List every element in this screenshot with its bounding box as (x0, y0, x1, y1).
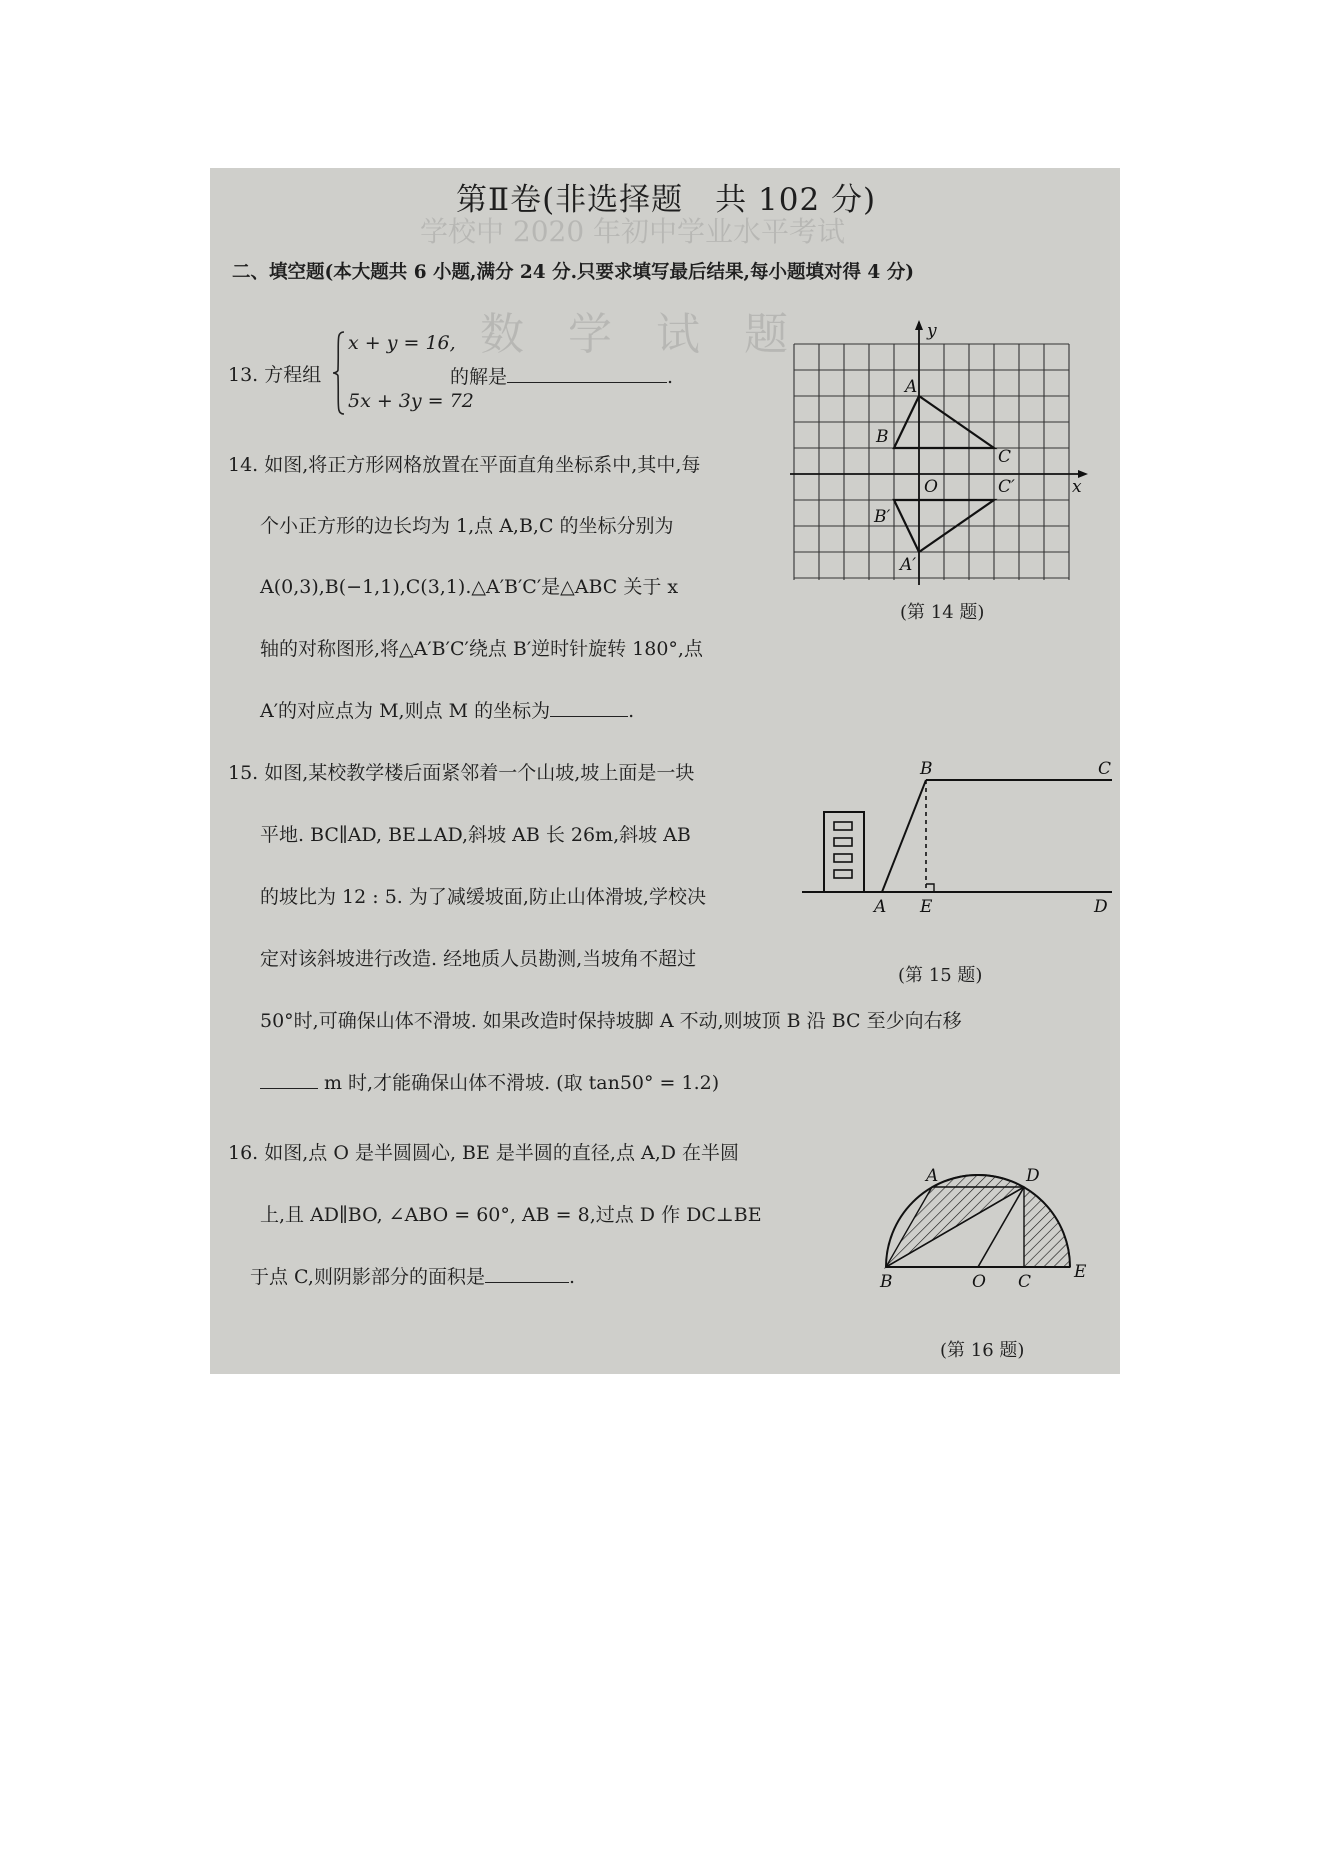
q16-caption: (第 16 题) (940, 1340, 1025, 1361)
label-y: y (927, 321, 937, 341)
q16-line-3-text: 于点 C,则阴影部分的面积是 (250, 1266, 485, 1288)
bleed-through-subject: 数 学 试 题 (480, 309, 788, 360)
q14-line-3: A(0,3),B(−1,1),C(3,1).△A′B′C′是△ABC 关于 x (260, 576, 679, 598)
label-x: x (1072, 477, 1082, 497)
q15-line-5: 50°时,可确保山体不滑坡. 如果改造时保持坡脚 A 不动,则坡顶 B 沿 BC 至少向右移 (260, 1010, 962, 1032)
q15-line-3: 的坡比为 12 : 5. 为了减缓坡面,防止山体滑坡,学校决 (260, 886, 706, 908)
label-B: B (876, 427, 889, 447)
q15-line-4: 定对该斜坡进行改造. 经地质人员勘测,当坡角不超过 (260, 948, 697, 970)
q14-line-1: 14. 如图,将正方形网格放置在平面直角坐标系中,其中,每 (228, 454, 701, 476)
label-B-prime: B′ (874, 507, 891, 527)
label-A-prime: A′ (900, 555, 917, 575)
exam-page-photo (210, 168, 1120, 1374)
q16-answer-blank (485, 1281, 569, 1283)
q14-answer-blank (550, 715, 628, 717)
q15-caption: (第 15 题) (898, 965, 983, 986)
q15-line-6 (260, 1068, 719, 1095)
q14-line-5 (260, 696, 634, 723)
page-title: 第Ⅱ卷(非选择题 共 102 分) (456, 182, 877, 218)
q15-label-B: B (920, 760, 933, 779)
q15-label-E: E (920, 897, 933, 917)
q16-line-2: 上,且 AD∥BO, ∠ABO = 60°, AB = 8,过点 D 作 DC⊥BE (260, 1204, 762, 1226)
q13-end: . (667, 366, 674, 388)
q15-label-A: A (874, 897, 887, 917)
q16-label-C: C (1018, 1272, 1032, 1292)
q15-line-1: 15. 如图,某校教学楼后面紧邻着一个山坡,坡上面是一块 (228, 762, 695, 784)
bleed-through-text: 学校中 2020 年初中学业水平考试 (420, 215, 846, 248)
label-A: A (905, 377, 918, 397)
q16-label-B: B (880, 1272, 893, 1292)
q14-line-4: 轴的对称图形,将△A′B′C′绕点 B′逆时针旋转 180°,点 (260, 638, 703, 660)
q16-label-E: E (1074, 1262, 1087, 1282)
q14-line-2: 个小正方形的边长均为 1,点 A,B,C 的坐标分别为 (260, 515, 674, 537)
q16-semicircle-figure (870, 1163, 1110, 1295)
q13-prefix: 13. 方程组 (228, 364, 322, 386)
system-brace (332, 330, 346, 416)
q14-coordinate-grid-figure (790, 320, 1090, 592)
label-O: O (924, 477, 938, 497)
q15-line-6-text: m 时,才能确保山体不滑坡. (取 tan50° = 1.2) (324, 1072, 720, 1094)
q15-label-C: C (1098, 760, 1112, 779)
q16-label-A: A (926, 1166, 939, 1186)
q16-label-O: O (972, 1272, 986, 1292)
q15-answer-blank (260, 1087, 318, 1089)
q15-line-2: 平地. BC∥AD, BE⊥AD,斜坡 AB 长 26m,斜坡 AB (260, 824, 691, 846)
q15-slope-figure (802, 760, 1120, 920)
label-C-prime: C′ (998, 477, 1015, 497)
q13-equation-2: 5x + 3y = 72 (348, 390, 474, 412)
section-heading: 二、填空题(本大题共 6 小题,满分 24 分.只要求填写最后结果,每小题填对得 4 分) (232, 262, 914, 283)
q13-suffix-text: 的解是 (450, 366, 508, 388)
q15-label-D: D (1094, 897, 1108, 917)
q16-line-1: 16. 如图,点 O 是半圆圆心, BE 是半圆的直径,点 A,D 在半圆 (228, 1142, 740, 1164)
q16-line-3 (250, 1262, 575, 1289)
q13-equation-1: x + y = 16, (348, 332, 456, 354)
label-C: C (998, 447, 1012, 467)
q14-caption: (第 14 题) (900, 602, 985, 623)
q16-end: . (568, 1266, 575, 1288)
q13-suffix (450, 362, 673, 389)
q16-label-D: D (1026, 1166, 1040, 1186)
q13-answer-blank (507, 381, 667, 383)
q14-end: . (628, 700, 635, 722)
q14-line-5-text: A′的对应点为 M,则点 M 的坐标为 (260, 700, 551, 722)
